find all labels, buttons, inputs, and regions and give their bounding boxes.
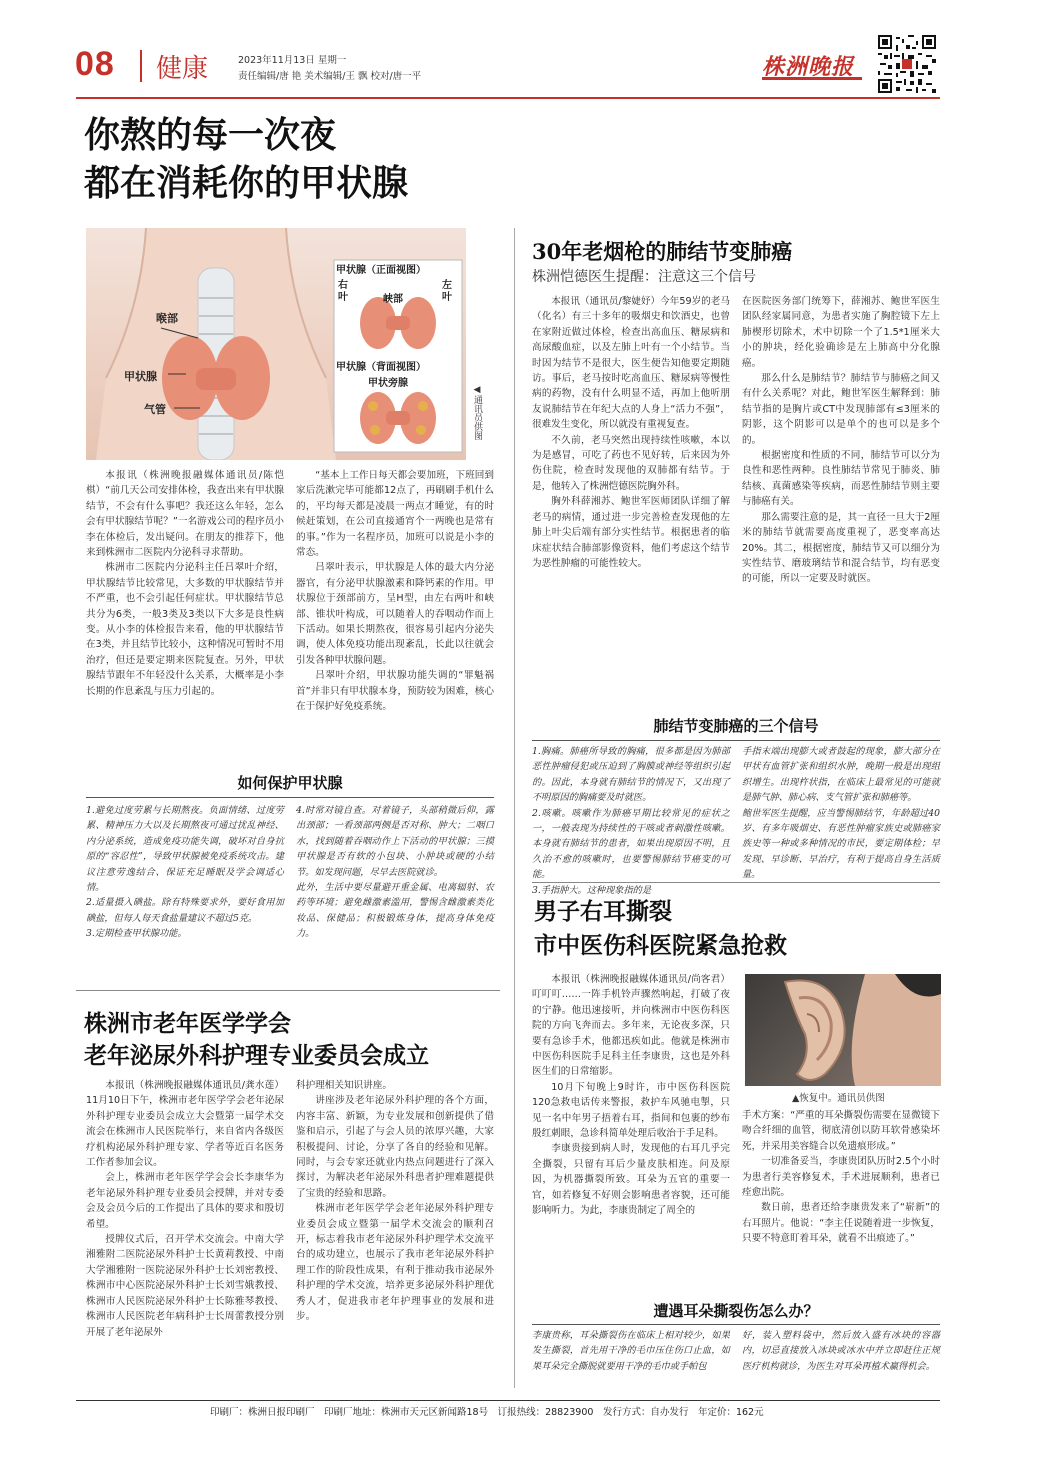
back-parathyroid: 甲状旁腺	[368, 378, 408, 389]
article3-col1-para: 10月下旬晚上9时许，市中医伤科医院120急救电话传来警报，救护车风驰电掣，只见一名中年男子捂着右耳，指间和包裹的纱布殷红刺眼，急诊科简单处理后收治于手足科。	[532, 1081, 730, 1140]
label-throat: 喉部	[156, 312, 178, 325]
article1-col2-para: “基本上工作日每天都会要加班，下班回到家后洗漱完毕可能都12点了，再刷刷手机什么的，平均每天都是凌晨一两点才睡觉，有的时候赶策划，在公司直接通宵个一两晚也是常有的事。”作为一名程序员，加班可以说是小李的常态。	[296, 470, 494, 559]
article4-column1	[86, 1078, 284, 1340]
article4-column2	[296, 1078, 494, 1325]
article3-title-line2: 市中医伤科医院紧急抢救	[534, 932, 787, 959]
section-name: 健康	[156, 54, 209, 84]
thyroid-tips-col2: 4.时常对镜自查。对着镜子，头部稍微后仰，露出颈部；一看颈部两侧是否对称、肿大；二咽口水，找到随着吞咽动作上下活动的甲状腺；三摸甲状腺是否有软的小包块、小肿块或硬的小结节。如发现问题，尽早去医院就诊。 此外，生活中要尽量避开重金属、电离辐射、农药等环境；避免雌激素滥用，警惕含雌激素类化妆品、保健品；积极锻炼身体，提高身体免疫力。	[296, 805, 494, 940]
article4-col1-para: 会上，株洲市老年医学学会会长李康华为老年泌尿外科护理专业委员会授牌，并对专委会及会员今后的工作提出了具体的要求和殷切希望。	[86, 1172, 284, 1230]
issue-date: 2023年11月13日 星期一	[238, 55, 347, 66]
article4-title-line2: 老年泌尿外科护理专业委员会成立	[84, 1042, 429, 1069]
qr-code-icon	[878, 35, 936, 93]
article2-col2-para: 那么什么是肺结节？肺结节与肺癌之间又有什么关系呢？对此，鲍世军医生解释到：肺结节指的是胸片或CT中发现肺部有≤3厘米的阴影，这个阴影可以是单个的也可以是多个的。	[742, 373, 940, 446]
article2-col2-para: 在医院医务部门统筹下，薛湘苏、鲍世军医生团队经家属同意，为患者实施了胸腔镜下左上肺楔形切除术，术中切除一个了1.5*1厘米大小的肿块，经化验确诊是左上肺高中分化腺癌。	[742, 296, 940, 369]
article3-column1	[532, 972, 730, 1219]
article4-col2-para: 株洲市老年医学学会老年泌尿外科护理专业委员会成立暨第一届学术交流会的顺利召开，标志着我市老年泌尿外科护理学术交流平台的成功建立，也展示了我市老年泌尿外科护理工作的阶段性成果，有利于推动我市泌尿外科护理的学术交流，培养更多泌尿外科护理优秀人才，促进我市老年护理事业的发展和进步。	[296, 1203, 494, 1323]
article1-column2	[296, 468, 494, 715]
article2-col1-para: 本报讯（通讯员/黎婕妤）今年59岁的老马（化名）有三十多年的吸烟史和饮酒史，也曾在家附近做过体检，检查出高血压、糖尿病和高尿酸血症，以及左肺上叶有一个小结节。当时因为结节不是很大，医生便告知他要定期随访。事后，老马按时吃高血压、糖尿病等慢性病的药物，没有什么明显不适，再加上他听朋友说肺结节在年纪大点的人身上“活力不强”，很难发生变化，所以就没有重视复查。	[532, 296, 730, 431]
article3-col2-para: 手术方案：“严重的耳朵撕裂伤需要在显微镜下吻合纤细的血管，彻底清创以防耳软骨感染坏死，并采用美容缝合以免遗痕形成。”	[742, 1110, 940, 1152]
article4-col1-para: 授牌仪式后，召开学术交流会。中南大学湘雅附二医院泌尿外科护士长黄莉教授、中南大学湘雅附一医院泌尿外科护士长刘密教授、株洲市中心医院泌尿外科护士长刘雪娥教授、株洲市人民医院泌尿外科护士长陈雅琴教授、株洲市人民医院老年病科护士长周蕾教授分别开展了老年泌尿外	[86, 1234, 284, 1338]
article3-col2-para: 一切准备妥当，李康贵团队历时2.5个小时为患者行美容修复术，手术进展顺利，患者已痊愈出院。	[742, 1156, 940, 1199]
logo-text: 株洲晚报	[762, 54, 855, 80]
ear-photo	[745, 974, 941, 1086]
ear-advice-col1: 李康贵称，耳朵撕裂伤在临床上相对较少，如果发生撕裂，首先用干净的毛巾压住伤口止血，如果耳朵完全撕脱就要用干净的毛巾或手帕包	[532, 1330, 730, 1372]
lung-signals-col1: 1.胸痛。肺癌所导致的胸痛，很多都是因为肺部恶性肿瘤侵犯或压迫到了胸膜或神经等组织引起的。因此，本身就有肺结节的情况下，又出现了不明原因的胸痛要及时就医。 2.咳嗽。咳嗽作为肺癌早期比较常见的症状之一，一般表现为持续性的干咳或者刺激性咳嗽。本身就有肺结节的患者，如果出现原因不明，且久治不愈的咳嗽时，也要警惕肺结节癌变的可能。 3.手指肿大。这种现象指的是	[532, 746, 730, 896]
article2-subtitle: 株洲恺德医生提醒：注意这三个信号	[532, 269, 756, 285]
article2-col2-para: 那么需要注意的是，其一直径一旦大于2厘米的肺结节就需要高度重视了，恶变率高达20%。其二，根据密度，肺结节又可以细分为实性结节、磨玻璃结节和混合结节，均有恶变的可能，所以一定要及时就医。	[742, 511, 940, 585]
article4-headline	[84, 1008, 429, 1072]
front-right-lobe: 右叶	[338, 280, 348, 303]
ear-advice-col2: 好，装入塑料袋中，然后放入盛有冰块的容器内，切忌直接放入冰块或冰水中并立即赶往正规医疗机构就诊，为医生对耳朵再植术赢得机会。	[742, 1330, 940, 1372]
article4-title-line1: 株洲市老年医学学会	[84, 1010, 291, 1037]
front-isthmus: 峡部	[383, 294, 403, 305]
thyroid-tips-col1: 1.避免过度劳累与长期熬夜。负面情绪、过度劳累、精神压力大以及长期熬夜可通过扰乱神经、内分泌系统，造成免疫功能失调，破坏对自身抗原的“容忍性”，导致甲状腺被免疫系统攻击。建议注意劳逸结合、保证充足睡眠及学会调适心情。 2.适量摄入碘盐。除有特殊要求外，要好食用加碘盐，但每人每天食盐量建议不超过5克。 3.定期检查甲状腺功能。	[86, 805, 284, 940]
article2-column1	[532, 294, 730, 571]
article1-col1-para: 本报讯（株洲晚报融媒体通讯员/陈恺棋）“前几天公司安排体检，我查出来有甲状腺结节，不会有什么事吧？我还这么年轻，怎么会有甲状腺结节呢？”一名游戏公司的程序员小李在体检后，发出疑问。在朋友的推荐下，他来到株洲市二医院内分泌科寻求帮助。	[86, 470, 284, 559]
header-rule	[76, 97, 940, 99]
front-left-lobe: 左叶	[442, 280, 452, 303]
ear-photo-caption: ▲恢复中。通讯员供图	[792, 1093, 885, 1104]
article1-subhead: 如何保护甲状腺	[237, 774, 343, 792]
article3-column2	[742, 1108, 940, 1247]
page-number: 08	[75, 45, 115, 83]
thyroid-diagram	[86, 228, 466, 460]
article2-subhead-rule	[532, 740, 940, 741]
editor-credits: 责任编辑/唐 艳 美术编辑/王 飘 校对/唐一平	[238, 71, 422, 82]
thyroid-figure-credit: ◀通讯员供图	[472, 385, 482, 440]
article3-title-line1: 男子右耳撕裂	[534, 898, 672, 925]
article1-col2-para: 吕翠叶表示，甲状腺是人体的最大内分泌器官，有分泌甲状腺激素和降钙素的作用。甲状腺位于颈部前方，呈H型，由左右两叶和峡部、锥状叶构成，可以随着人的吞咽动作而上下活动。如果长期熬夜，很容易引起内分泌失调，使人体免疫功能出现紊乱，长此以往就会引发各种甲状腺问题。	[296, 562, 494, 666]
article1-col2-para: 吕翠叶介绍，甲状腺功能失调的“罪魁祸首”并非只有甲状腺本身，预防较为困难，核心在于保护好免疫系统。	[296, 670, 494, 713]
newspaper-logo	[762, 50, 862, 80]
article3-col1-para: 本报讯（株洲晚报融媒体通讯员/尚客君）叮叮叮……一阵手机铃声骤然响起，打破了夜的宁静。他迅速接听，并向株洲市中医伤科医院的方向飞奔而去。多年来，无论夜多深，只要有急诊手术，他都迅疾如此。他就是株洲市中医伤科医院手足科主任李康贵，这也是外科医生们的日常缩影。	[532, 974, 730, 1078]
lung-signals-col2: 手指末端出现膨大或者鼓起的现象，膨大部分在甲状有血管扩张和组织水肿，晚期一般是出现组织增生。出现杵状指，在临床上最常见的可能就是肺气肿、肺心病、支气管扩张和肺癌等。 鲍世军医生提醒，应当警惕肺结节，年龄超过40岁、有多年吸烟史、有恶性肿瘤家族史或肺癌家族史等一种或多种情况的市民，要定期体检；早发现、早诊断、早治疗，有利于提高自身生活质量。	[742, 746, 940, 881]
article3-headline	[534, 895, 787, 963]
article2-col1-para: 不久前，老马突然出现持续性咳嗽，本以为是感冒，可吃了药也不见好转，后来因为外伤住院，检查时发现他的双肺都有结节。于是，他转入了株洲恺德医院胸外科。	[532, 434, 730, 492]
header-divider	[140, 50, 142, 82]
column-divider	[514, 228, 515, 1388]
article2-col2-para: 根据密度和性质的不同，肺结节可以分为良性和恶性两种。良性肺结节常见于肺炎、肺结核、真菌感染等疾病，而恶性肺结节则主要与肺癌有关。	[742, 450, 940, 508]
article1-column1	[86, 468, 284, 699]
article3-top-rule	[532, 882, 940, 883]
article1-title-line1: 你熬的每一次夜	[84, 115, 337, 156]
article3-subhead: 遭遇耳朵撕裂伤怎么办？	[653, 1302, 819, 1320]
article4-col1-para: 本报讯（株洲晚报融媒体通讯员/龚水莲）11月10日下午，株洲市老年医学学会老年泌尿外科护理专业委员会成立大会暨第一届学术交流会在株洲市人民医院举行，来自省内各级医疗机构泌尿外科护理专家、学者等近百名医务工作者参加会议。	[86, 1080, 284, 1169]
back-view-title: 甲状腺（背面视图）	[336, 362, 426, 373]
article1-headline	[84, 112, 408, 208]
article3-subhead-rule	[532, 1324, 940, 1325]
article2-col1-para: 胸外科薛湘苏、鲍世军医师团队详细了解老马的病情，通过进一步完善检查发现他的左肺上叶尖后端有部分实性结节。根据患者的临床症状结合肺部影像资料，他们考虑这个结节为恶性肿瘤的可能性较大。	[532, 496, 730, 569]
footer-rule	[76, 1400, 940, 1401]
article1-subhead-rule	[86, 797, 494, 798]
article4-top-rule	[76, 990, 500, 991]
article4-col2-para: 科护理相关知识讲座。	[296, 1080, 392, 1091]
article2-subhead: 肺结节变肺癌的三个信号	[653, 717, 819, 735]
article2-title: 30年老烟枪的肺结节变肺癌	[532, 239, 793, 264]
article1-col1-para: 株洲市二医院内分泌科主任吕翠叶介绍，甲状腺结节比较常见，大多数的甲状腺结节并不严重，也不会引起任何症状。甲状腺结节总共分为6类，一般3类及3类以下大多是良性病变。从小李的体检报告来看，他的甲状腺结节在3类，并且结节比较小，这种情况可暂时不用治疗，但还是要定期来医院复查。另外，甲状腺结节跟年不年轻没什么关系，大概率是小李长期的作息紊乱与压力引起的。	[86, 562, 284, 697]
article4-col2-para: 讲座涉及老年泌尿外科护理的各个方面，内容丰富、新颖，为专业发展和创新提供了借鉴和启示，引起了与会人员的浓厚兴趣，大家积极提问、讨论，分享了各自的经验和见解。同时，与会专家还就业内热点问题进行了深入探讨，为解决老年泌尿外科患者护理难题提供了宝贵的经验和思路。	[296, 1095, 494, 1199]
front-view-title: 甲状腺（正面视图）	[336, 265, 426, 276]
article1-title-line2: 都在消耗你的甲状腺	[84, 163, 409, 204]
article3-col1-para: 李康贵接到病人时，发现他的右耳几乎完全撕裂，只留有耳后少量皮肤相连。问及原因，为机器撕裂所致。耳朵为五官的重要一官，如若修复不好则会影响患者容貌，还可能影响听力。为此，李康贵制定了周全的	[532, 1143, 730, 1217]
print-footer: 印刷厂：株洲日报印刷厂 印刷厂地址：株洲市天元区新闻路18号 订报热线：28823900 发行方式：自办发行 年定价：162元	[210, 1407, 764, 1418]
article3-col2-para: 数日前，患者还给李康贵发来了“崭新”的右耳照片。他说：“李主任说随着进一步恢复，只要不特意盯着耳朵，就看不出痕迹了。”	[742, 1202, 940, 1245]
label-trachea: 气管	[144, 403, 166, 416]
article2-column2	[742, 294, 940, 587]
label-thyroid: 甲状腺	[124, 370, 157, 383]
